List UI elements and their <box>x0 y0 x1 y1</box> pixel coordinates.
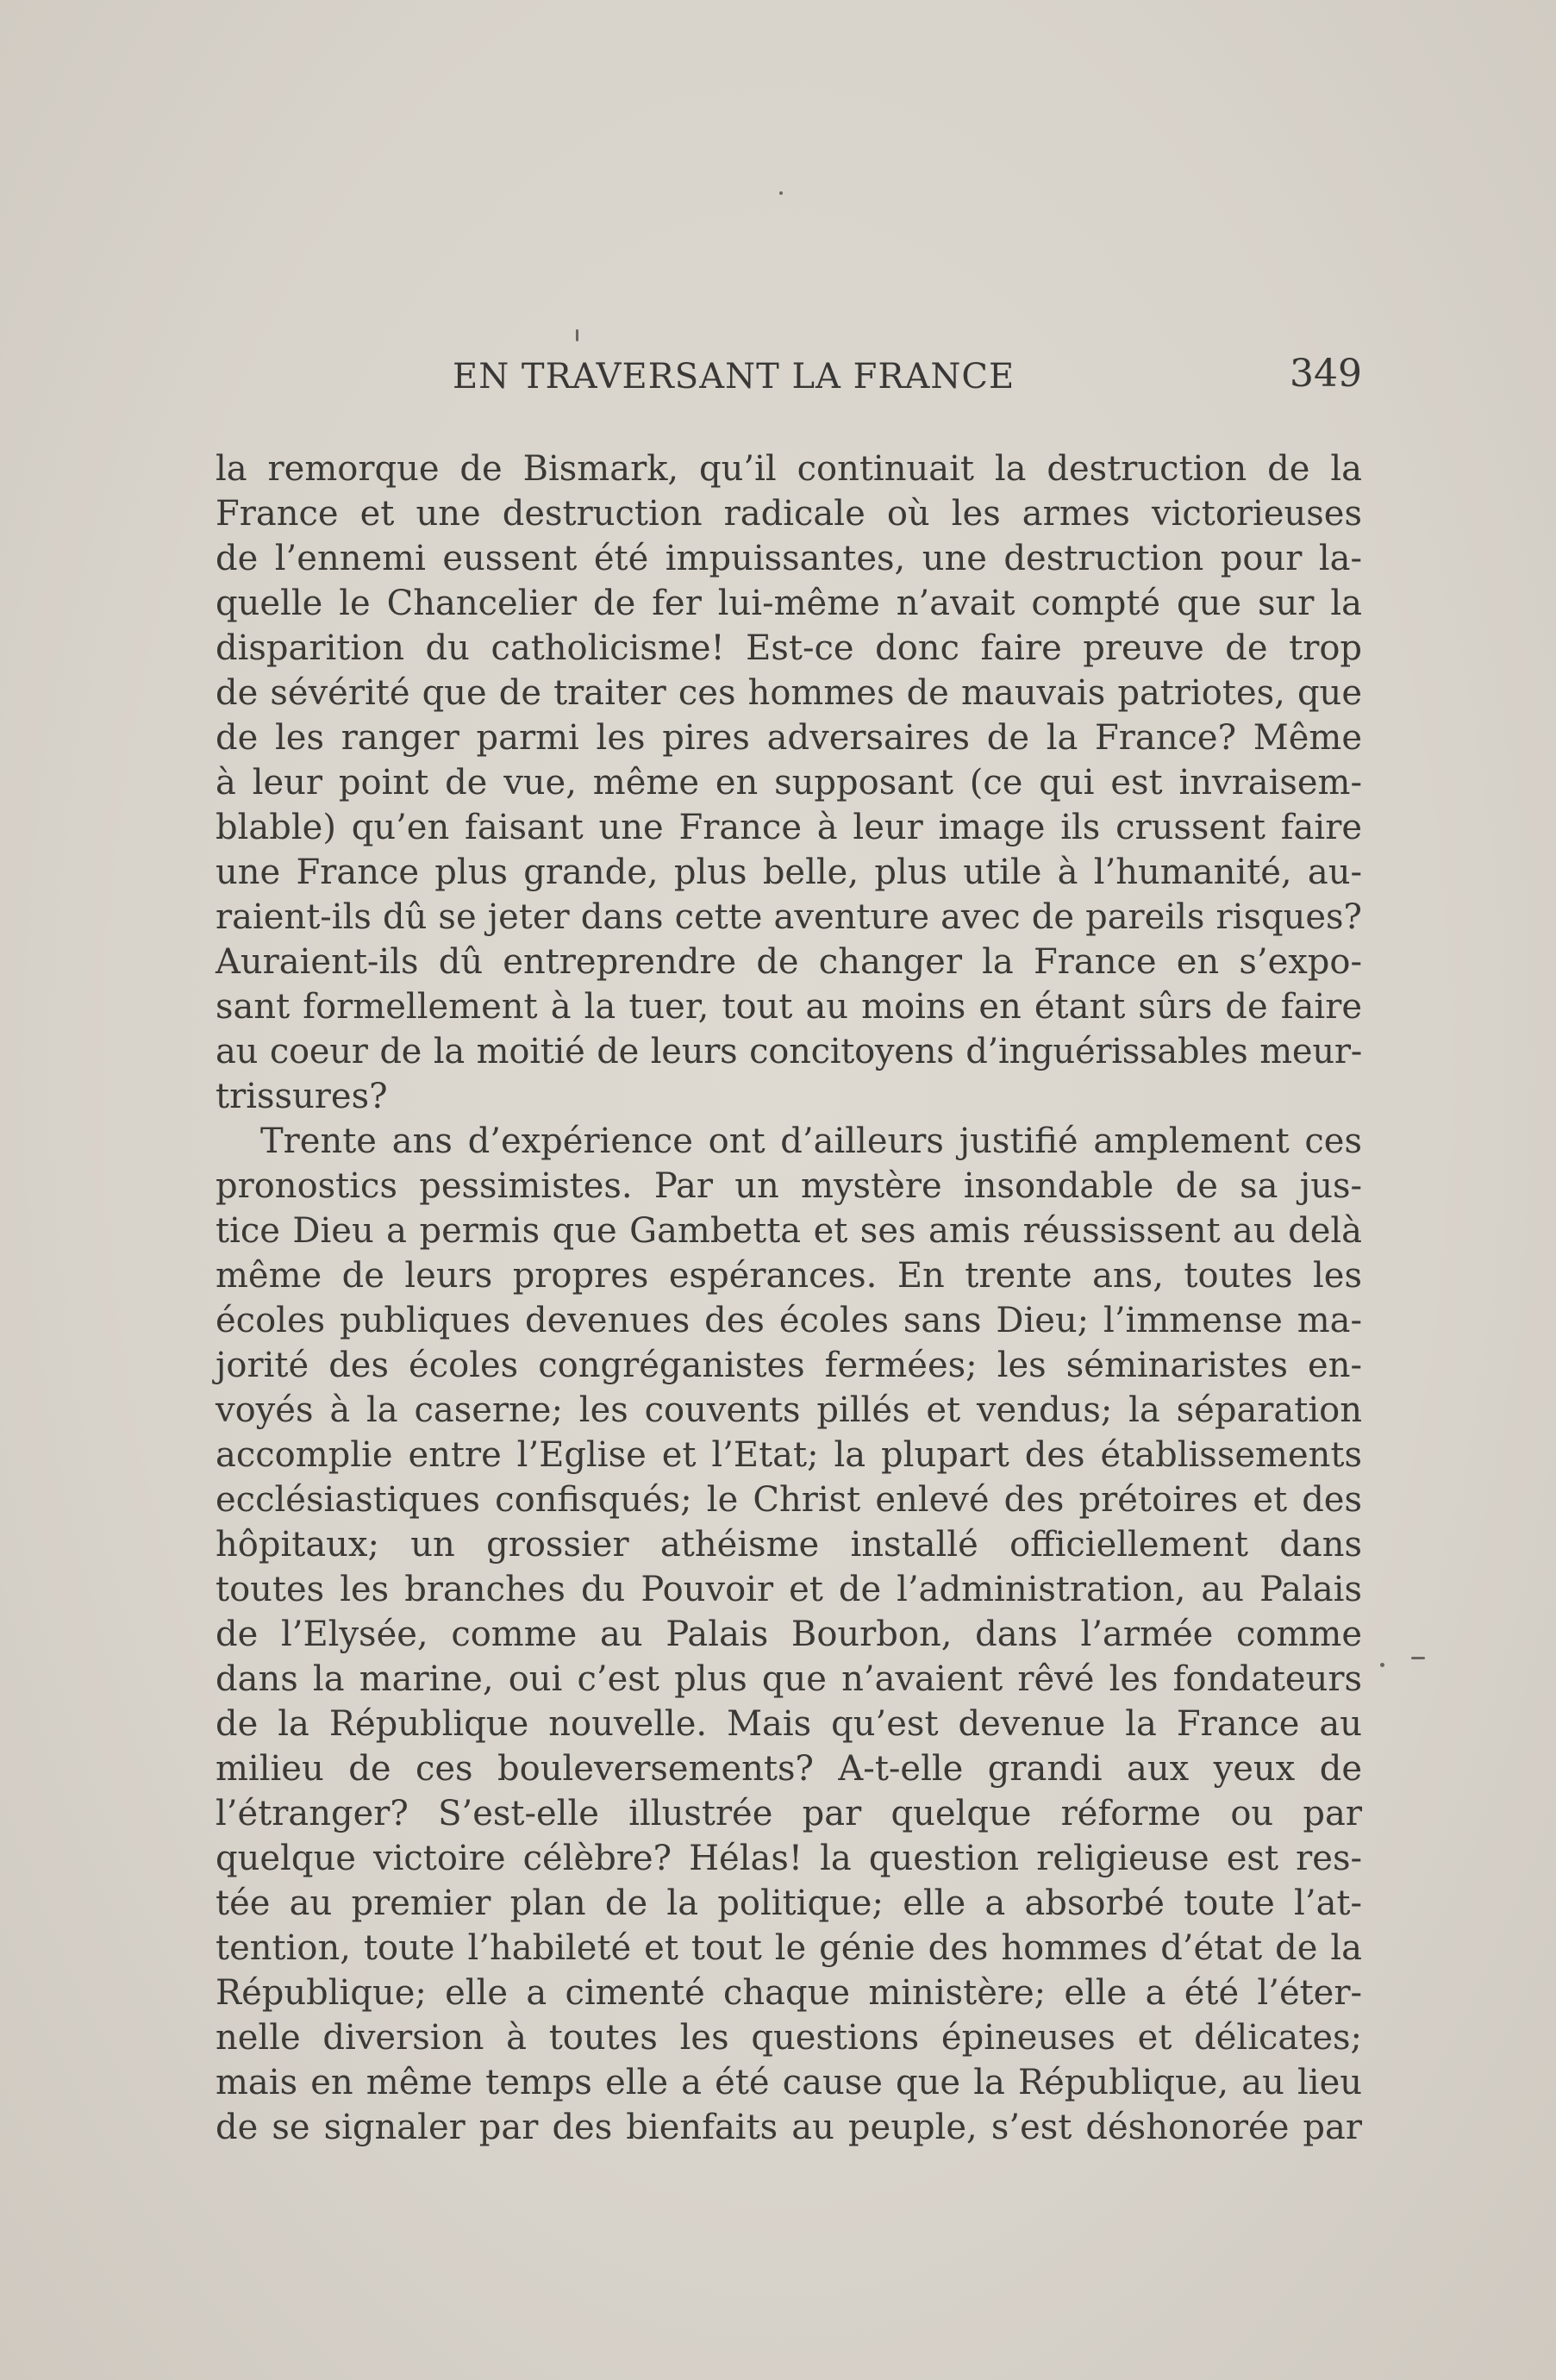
text-line: écoles publiques devenues des écoles sans Dieu; l’immense ma- <box>216 1301 1362 1340</box>
text-line: de l’Elysée, comme au Palais Bourbon, dans l’armée comme <box>216 1615 1362 1654</box>
text-line: nelle diversion à toutes les questions épineuses et délicates; <box>216 2018 1362 2058</box>
body-text <box>216 447 1362 2150</box>
ink-speck <box>1380 1663 1384 1667</box>
text-line: de sévérité que de traiter ces hommes de mauvais patriotes, que <box>216 673 1362 713</box>
ink-speck <box>576 329 578 341</box>
text-line: mais en même temps elle a été cause que la République, au lieu <box>216 2063 1362 2102</box>
text-line: de les ranger parmi les pires adversaires de la France? Même <box>216 718 1362 758</box>
text-line: même de leurs propres espérances. En trente ans, toutes les <box>216 1256 1362 1296</box>
text-line: tice Dieu a permis que Gambetta et ses amis réussissent au delà <box>216 1211 1362 1251</box>
text-line: à leur point de vue, même en supposant (ce qui est invraisem- <box>216 763 1362 803</box>
text-line: une France plus grande, plus belle, plus utile à l’humanité, au- <box>216 853 1362 892</box>
page-header <box>216 352 1362 403</box>
text-line: République; elle a cimenté chaque ministère; elle a été l’éter- <box>216 1973 1362 2013</box>
text-line: voyés à la caserne; les couvents pillés et vendus; la séparation <box>216 1390 1362 1430</box>
text-line: quelque victoire célèbre? Hélas! la question religieuse est res- <box>216 1839 1362 1878</box>
text-line: tention, toute l’habileté et tout le génie des hommes d’état de la <box>216 1928 1362 1968</box>
text-line: tée au premier plan de la politique; elle a absorbé toute l’at- <box>216 1883 1362 1923</box>
text-line: Auraient-ils dû entreprendre de changer la France en s’expo- <box>216 942 1362 982</box>
text-line: de se signaler par des bienfaits au peuple, s’est déshonorée par <box>216 2108 1362 2147</box>
text-line: toutes les branches du Pouvoir et de l’administration, au Palais <box>216 1570 1362 1609</box>
paragraph <box>216 1119 1362 2150</box>
ink-speck <box>779 191 783 195</box>
text-line: France et une destruction radicale où les armes victorieuses <box>216 494 1362 534</box>
paragraph <box>216 447 1362 1119</box>
text-line: disparition du catholicisme! Est-ce donc faire preuve de trop <box>216 628 1362 668</box>
text-line: Trente ans d’expérience ont d’ailleurs justifié amplement ces <box>260 1121 1362 1161</box>
text-line: ecclésiastiques confisqués; le Christ enlevé des prétoires et des <box>216 1480 1362 1520</box>
text-line: de l’ennemi eussent été impuissantes, une destruction pour la- <box>216 539 1362 578</box>
text-line: pronostics pessimistes. Par un mystère insondable de sa jus- <box>216 1166 1362 1206</box>
text-line: raient-ils dû se jeter dans cette aventure avec de pareils risques? <box>216 897 1362 937</box>
text-line: quelle le Chancelier de fer lui-même n’avait compté que sur la <box>216 584 1362 623</box>
text-line: milieu de ces bouleversements? A-t-elle grandi aux yeux de <box>216 1749 1362 1789</box>
ink-speck <box>1411 1657 1425 1659</box>
text-line: la remorque de Bismark, qu’il continuait la destruction de la <box>216 449 1362 489</box>
text-line: trissures? <box>216 1077 388 1116</box>
text-line: au coeur de la moitié de leurs concitoyens d’inguérissables meur- <box>216 1032 1362 1071</box>
text-line: jorité des écoles congréganistes fermées; les séminaristes en- <box>216 1346 1362 1385</box>
page-number: 349 <box>1290 352 1362 396</box>
text-line: blable) qu’en faisant une France à leur image ils crussent faire <box>216 808 1362 847</box>
text-line: dans la marine, oui c’est plus que n’avaient rêvé les fondateurs <box>216 1659 1362 1699</box>
text-line: accomplie entre l’Eglise et l’Etat; la plupart des établissements <box>216 1435 1362 1475</box>
running-title: EN TRAVERSANT LA FRANCE <box>453 357 1015 397</box>
text-line: l’étranger? S’est-elle illustrée par quelque réforme ou par <box>216 1794 1362 1833</box>
text-line: sant formellement à la tuer, tout au moins en étant sûrs de faire <box>216 987 1362 1027</box>
text-line: de la République nouvelle. Mais qu’est devenue la France au <box>216 1704 1362 1744</box>
text-line: hôpitaux; un grossier athéisme installé officiellement dans <box>216 1525 1362 1565</box>
